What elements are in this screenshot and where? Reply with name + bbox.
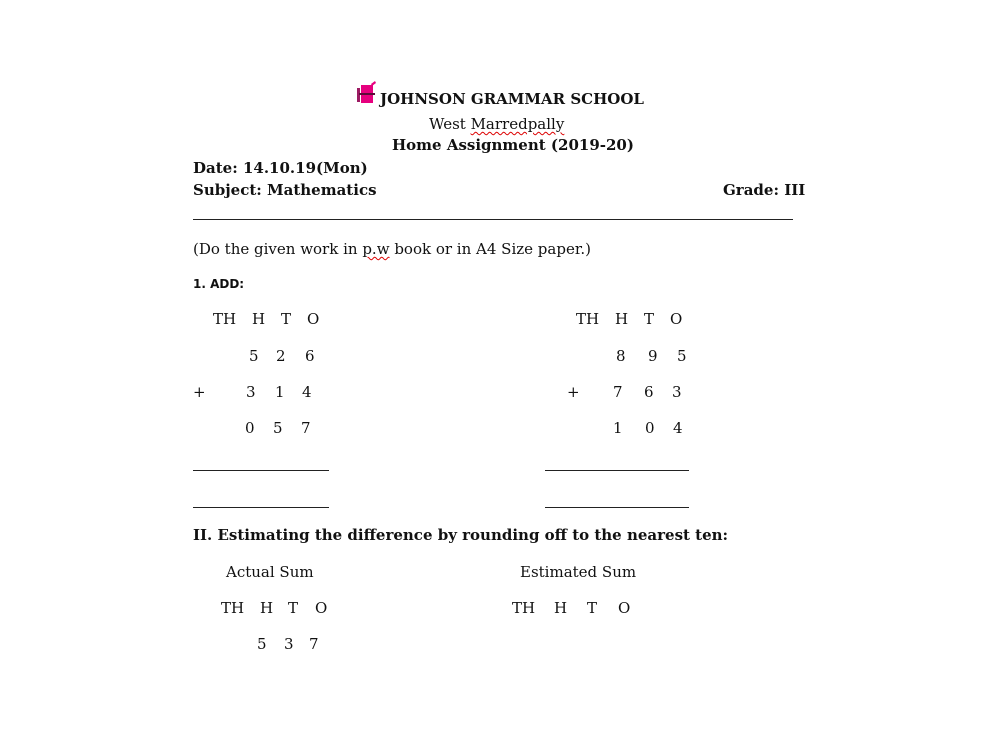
place-header-o: O bbox=[618, 599, 631, 617]
place-header-t: T bbox=[288, 599, 299, 617]
digit: 6 bbox=[644, 383, 654, 401]
answer-line bbox=[193, 470, 329, 471]
place-header-h: H bbox=[260, 599, 274, 617]
place-header-o: O bbox=[307, 310, 320, 328]
place-header-th: TH bbox=[512, 599, 536, 617]
place-header-t: T bbox=[587, 599, 598, 617]
digit: 5 bbox=[677, 347, 687, 365]
digit: 7 bbox=[301, 419, 311, 437]
answer-line bbox=[545, 470, 689, 471]
digit: 5 bbox=[257, 635, 267, 653]
digit: 0 bbox=[645, 419, 655, 437]
digit: 7 bbox=[309, 635, 319, 653]
estimated-sum-label: Estimated Sum bbox=[520, 563, 637, 581]
plus-operator: + bbox=[567, 383, 580, 401]
digit: 5 bbox=[249, 347, 259, 365]
place-header-h: H bbox=[252, 310, 266, 328]
answer-line bbox=[193, 507, 329, 508]
place-header-h: H bbox=[615, 310, 629, 328]
subject-label: Subject: Mathematics bbox=[193, 181, 377, 199]
assignment-title: Home Assignment (2019-20) bbox=[392, 136, 634, 154]
place-header-t: T bbox=[644, 310, 655, 328]
digit: 7 bbox=[613, 383, 623, 401]
digit: 9 bbox=[648, 347, 658, 365]
plus-operator: + bbox=[193, 383, 206, 401]
place-header-h: H bbox=[554, 599, 568, 617]
date-label: Date: 14.10.19(Mon) bbox=[193, 159, 368, 177]
actual-sum-label: Actual Sum bbox=[226, 563, 314, 581]
digit: 4 bbox=[302, 383, 312, 401]
instruction-text: (Do the given work in p.w book or in A4 Size paper.) bbox=[193, 240, 591, 258]
digit: 3 bbox=[246, 383, 256, 401]
answer-line bbox=[545, 507, 689, 508]
place-header-t: T bbox=[281, 310, 292, 328]
digit: 4 bbox=[673, 419, 683, 437]
digit: 3 bbox=[672, 383, 682, 401]
digit: 1 bbox=[275, 383, 285, 401]
flagged-word: p.w bbox=[362, 240, 390, 258]
place-header-th: TH bbox=[213, 310, 237, 328]
digit: 0 bbox=[245, 419, 255, 437]
digit: 5 bbox=[273, 419, 283, 437]
grade-label: Grade: III bbox=[723, 181, 806, 199]
place-header-o: O bbox=[670, 310, 683, 328]
school-logo-icon bbox=[356, 80, 378, 104]
place-header-o: O bbox=[315, 599, 328, 617]
place-header-th: TH bbox=[221, 599, 245, 617]
question-1-title: 1. ADD: bbox=[193, 277, 245, 291]
digit: 1 bbox=[613, 419, 623, 437]
digit: 3 bbox=[284, 635, 294, 653]
school-name: JOHNSON GRAMMAR SCHOOL bbox=[380, 90, 644, 108]
digit: 8 bbox=[616, 347, 626, 365]
school-location: West Marredpally bbox=[429, 115, 565, 133]
digit: 2 bbox=[276, 347, 286, 365]
digit: 6 bbox=[305, 347, 315, 365]
place-header-th: TH bbox=[576, 310, 600, 328]
question-2-title: II. Estimating the difference by rounding off to the nearest ten: bbox=[193, 526, 729, 544]
location-name: Marredpally bbox=[470, 115, 565, 133]
header-divider bbox=[193, 219, 793, 220]
